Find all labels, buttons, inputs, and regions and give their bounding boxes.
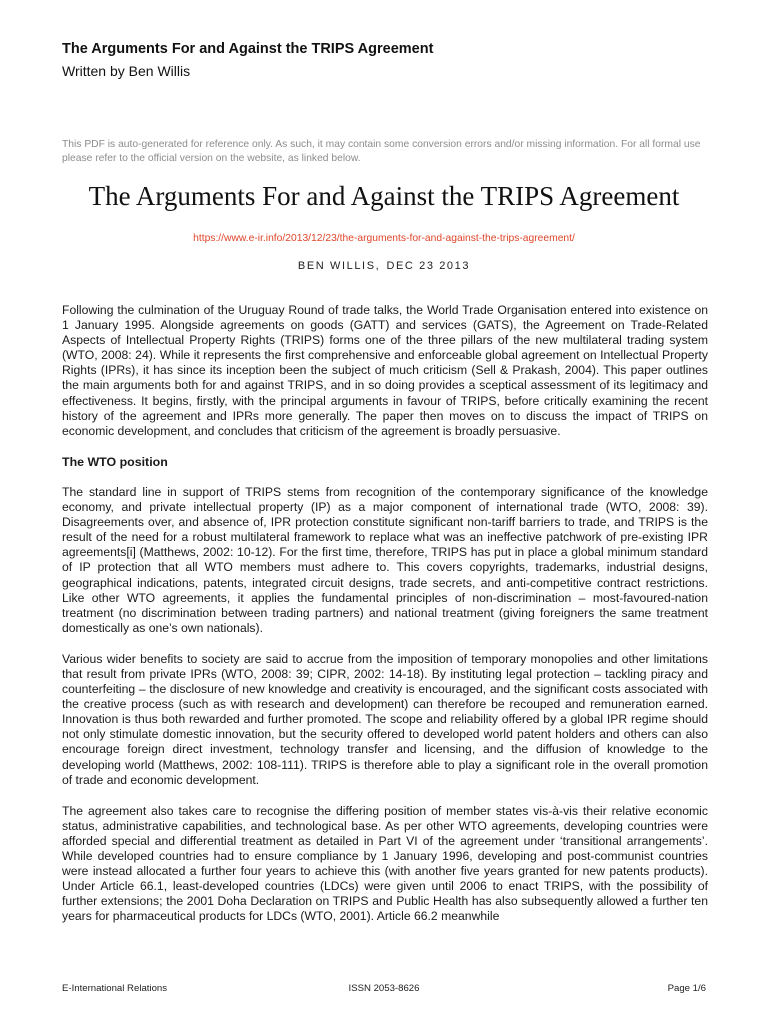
byline [0, 260, 768, 272]
header-title: The Arguments For and Against the TRIPS Agreement [62, 41, 434, 57]
intro-paragraph: Following the culmination of the Uruguay Round of trade talks, the World Trade Organisation entered into existence on 1 January 1995. Alongside agreements on goods (GATT) and services (GATS), the Agreement on Trade-Related Aspects of Intellectual Property Rights (TRIPS) forms one of the three pillars of the new multilateral trading system (WTO, 2008: 24). While it represents the first comprehensive and enforceable global agreement on Intellectual Property Rights (IPRs), it has since its inception been the subject of much criticism (Sell & Prakash, 2004). This paper outlines the main arguments both for and against TRIPS, and in so doing provides a sceptical assessment of its legitimacy and effectiveness. It begins, firstly, with the principal arguments in favour of TRIPS, before critically examining the recent history of the agreement and IPRs more generally. The paper then moves on to discuss the impact of TRIPS on economic development, and concludes that criticism of the agreement is broadly persuasive. [62, 303, 708, 438]
article-url-link[interactable]: https://www.e-ir.info/2013/12/23/the-arguments-for-and-against-the-trips-agreement/ [193, 233, 575, 244]
body-paragraph: Various wider benefits to society are said to accrue from the imposition of temporary monopolies and other limitations that result from private IPRs (WTO, 2008: 39; CIPR, 2002: 14-18). By instituting legal protection – tackling piracy and counterfeiting – the disclosure of new knowledge and creativity is encouraged, and the significant costs associated with the creative process (such as with research and development) can therefore be recouped and remuneration earned. Innovation is thus both rewarded and further promoted. The scope and reliability offered by a global IPR regime should not only stimulate domestic innovation, but the security offered to developed world patent holders and others can also encourage foreign direct investment, technology transfer and licensing, and the diffusion of knowledge to the developing world (Matthews, 2002: 108-111). TRIPS is therefore able to play a significant role in the overall promotion of trade and economic development. [62, 651, 708, 787]
footer-page-number: Page 1/6 [667, 983, 706, 994]
header-author: Written by Ben Willis [62, 63, 191, 79]
byline-author: BEN WILLIS, [297, 260, 381, 272]
article-title: The Arguments For and Against the TRIPS Agreement [88, 181, 680, 211]
body-paragraph: The agreement also takes care to recognise the differing position of member states vis-à-vis their relative economic status, administrative capabilities, and technological base. As per other WTO agreements, developing countries were afforded special and differential treatment as detailed in Part VI of the agreement under ‘transitional arrangements’. While developed countries had to ensure compliance by 1 January 1996, developing and post-communist countries were instead allocated a further four years to achieve this (with another five years granted for new patents products). Under Article 66.1, least-developed countries (LDCs) were given until 2006 to enact TRIPS, with the possibility of further extensions; the 2001 Doha Declaration on TRIPS and Public Health has also subsequently allowed a further ten years for pharmaceutical products for LDCs (WTO, 2001). Article 66.2 meanwhile [62, 803, 708, 924]
footer-publisher: E-International Relations [62, 983, 168, 994]
byline-date: DEC 23 2013 [386, 260, 471, 272]
article-body [62, 303, 708, 940]
section-heading: The WTO position [62, 454, 168, 469]
body-paragraph: The standard line in support of TRIPS stems from recognition of the contemporary significance of the knowledge economy, and private intellectual property (IP) as a major component of international trade (WTO, 2008: 39). Disagreements over, and absence of, IPR protection constitute significant non-tariff barriers to trade, and TRIPS is the result of the need for a robust multilateral framework to replace what was an ineffective patchwork of pre-existing IPR agreements[i] (Matthews, 2002: 10-12). For the first time, therefore, TRIPS has put in place a global minimum standard of IP protection that all WTO members must adhere to. This covers copyrights, trademarks, industrial designs, geographical indications, patents, integrated circuit designs, trade secrets, and anti-competitive contract restrictions. Like other WTO agreements, it applies the fundamental principles of non-discrimination – most-favoured-nation treatment (no discrimination between trading partners) and national treatment (giving foreigners the same treatment domestically as one’s own nationals). [62, 484, 708, 635]
auto-generated-notice: This PDF is auto-generated for reference only. As such, it may contain some conversion errors and/or missing information. For all formal use please refer to the official version on the website, as linked below. [62, 139, 701, 164]
footer-issn: ISSN 2053-8626 [348, 983, 420, 994]
